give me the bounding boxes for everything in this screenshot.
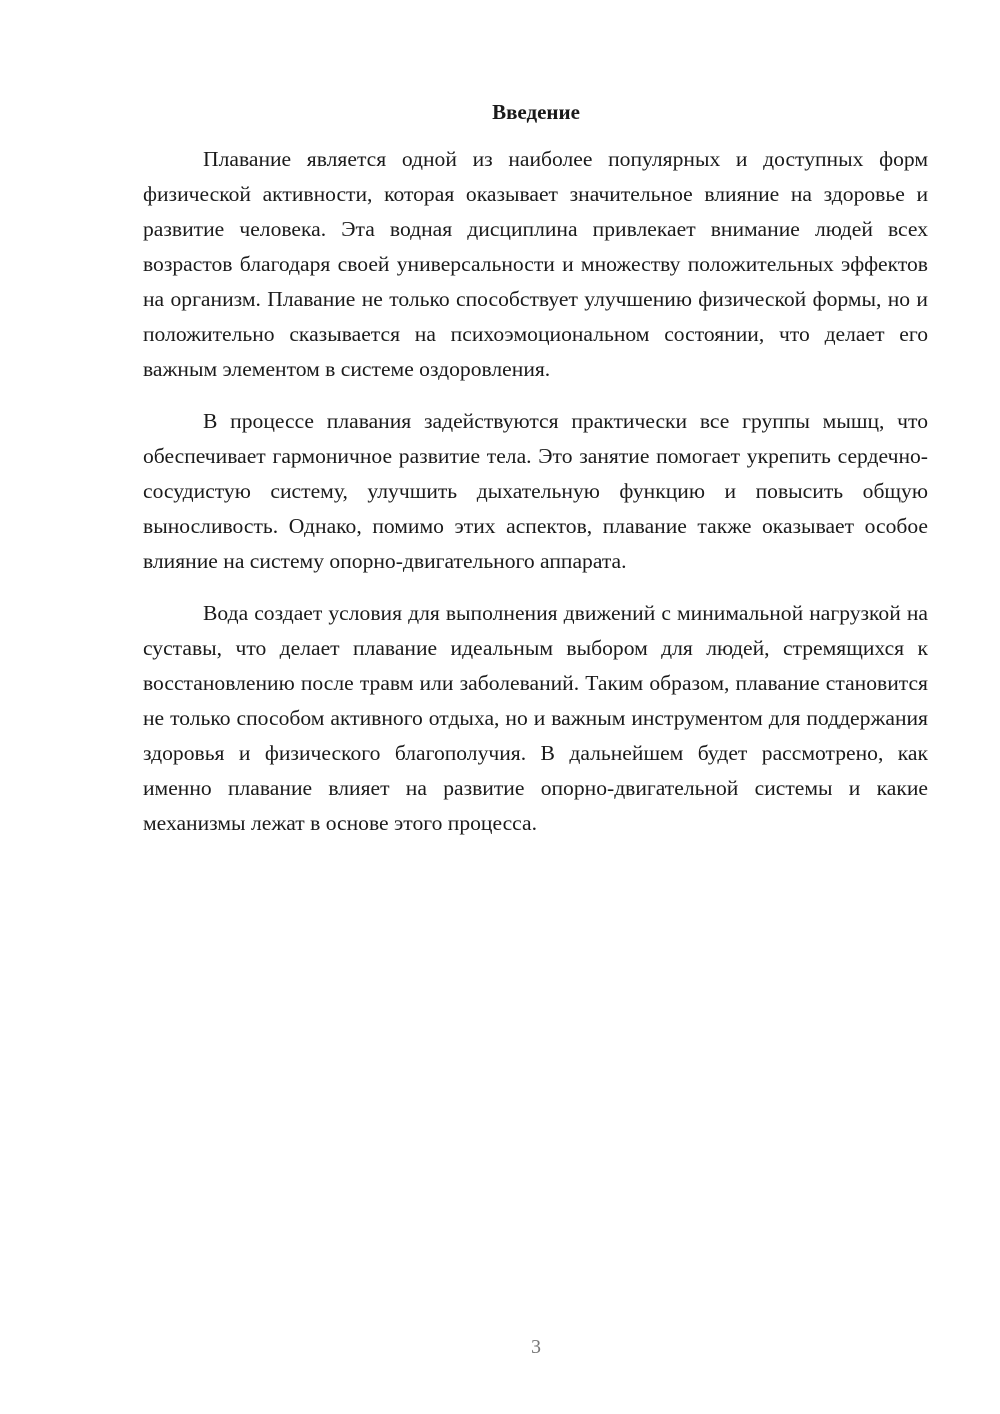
paragraph-2: В процессе плавания задействуются практически все группы мышц, что обеспечивает гармоничное развитие тела. Это занятие помогает укрепить сердечно-сосудистую систему, улучшить дыхательную функцию и повысить общую выносливость. Однако, помимо этих аспектов, плавание также оказывает особое влияние на систему опорно-двигательного аппарата. — [143, 409, 928, 573]
section-heading: Введение — [492, 100, 580, 124]
page-number: 3 — [531, 1336, 541, 1358]
body-text — [143, 142, 928, 858]
paragraph-3: Вода создает условия для выполнения движений с минимальной нагрузкой на суставы, что делает плавание идеальным выбором для людей, стремящихся к восстановлению после травм или заболеваний. Таким образом, плавание становится не только способом активного отдыха, но и важным инструментом для поддержания здоровья и физического благополучия. В дальнейшем будет рассмотрено, как именно плавание влияет на развитие опорно-двигательной системы и какие механизмы лежат в основе этого процесса. — [143, 601, 928, 835]
paragraph-1: Плавание является одной из наиболее популярных и доступных форм физической активности, которая оказывает значительное влияние на здоровье и развитие человека. Эта водная дисциплина привлекает внимание людей всех возрастов благодаря своей универсальности и множеству положительных эффектов на организм. Плавание не только способствует улучшению физической формы, но и положительно сказывается на психоэмоциональном состоянии, что делает его важным элементом в системе оздоровления. — [143, 147, 928, 381]
